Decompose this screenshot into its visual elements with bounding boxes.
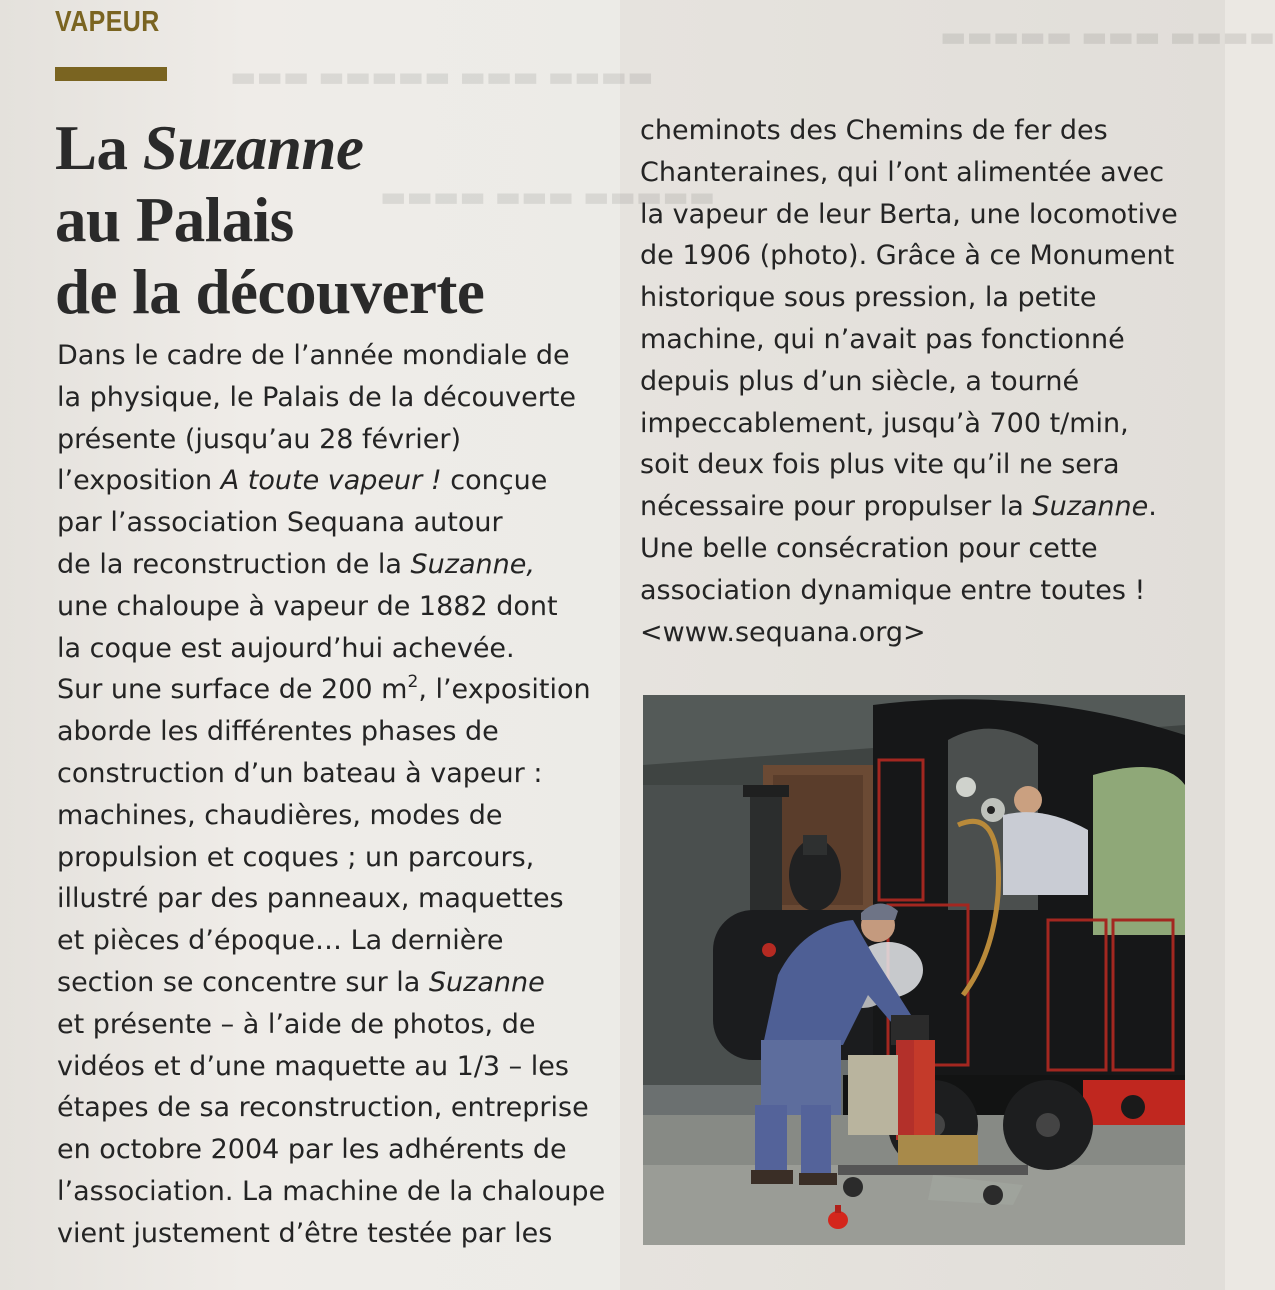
- text-line: soit deux fois plus vite qu’il ne sera: [640, 449, 1120, 481]
- text-line: aborde les différentes phases de: [57, 716, 499, 748]
- article-headline: [55, 112, 484, 328]
- text-line: cheminots des Chemins de fer des: [640, 115, 1108, 146]
- text-line: construction d’un bateau à vapeur :: [57, 757, 543, 789]
- text-line: vient justement d’être testée par les: [57, 1217, 553, 1249]
- text-line: et présente – à l’aide de photos, de: [57, 1008, 536, 1040]
- headline-line-2: au Palais: [55, 185, 294, 255]
- text-line: la physique, le Palais de la découverte: [57, 381, 577, 413]
- locomotive-photo: [643, 695, 1185, 1245]
- text-line: l’association. La machine de la chaloupe: [57, 1175, 606, 1207]
- article-body-left: [57, 335, 606, 1255]
- article-body-right: [640, 110, 1200, 653]
- text-line: illustré par des panneaux, maquettes: [57, 883, 564, 915]
- text-line: Chanteraines, qui l’ont alimentée avec: [640, 156, 1165, 188]
- text-line: et pièces d’époque… La dernière: [57, 925, 504, 957]
- text-line: une chaloupe à vapeur de 1882 dont: [57, 590, 558, 622]
- text-line: nécessaire pour propulser la Suzanne.: [640, 491, 1157, 523]
- text-line: l’exposition A toute vapeur ! conçue: [57, 465, 548, 497]
- text-line: la coque est aujourd’hui achevée.: [57, 632, 515, 664]
- text-line: machines, chaudières, modes de: [57, 799, 503, 831]
- text-line: Sur une surface de 200 $m^2$, l’exposition: [57, 672, 591, 706]
- section-label: VAPEUR: [55, 6, 160, 38]
- text-line: Une belle consécration pour cette: [640, 532, 1098, 564]
- text-line: de la reconstruction de la Suzanne,: [57, 548, 535, 580]
- text-line: depuis plus d’un siècle, a tourné: [640, 365, 1080, 397]
- text-line: de 1906 (photo). Grâce à ce Monument: [640, 240, 1175, 272]
- text-line: la vapeur de leur Berta, une locomotive: [640, 198, 1178, 230]
- text-line: en octobre 2004 par les adhérents de: [57, 1134, 567, 1166]
- text-line: propulsion et coques ; un parcours,: [57, 841, 535, 873]
- text-line: association dynamique entre toutes !: [640, 574, 1146, 606]
- website-url: <www.sequana.org>: [640, 616, 926, 648]
- text-line: étapes de sa reconstruction, entreprise: [57, 1092, 589, 1124]
- text-line: présente (jusqu’au 28 février): [57, 423, 461, 455]
- headline-line-3: de la découverte: [55, 257, 485, 327]
- section-rule: [55, 67, 167, 81]
- text-line: historique sous pression, la petite: [640, 282, 1097, 314]
- text-line: impeccablement, jusqu’à 700 t/min,: [640, 407, 1129, 439]
- headline-line-1: La Suzanne: [55, 113, 364, 183]
- text-line: section se concentre sur la Suzanne: [57, 966, 545, 998]
- text-line: par l’association Sequana autour: [57, 507, 503, 539]
- locomotive-photo-illustration: [643, 695, 1185, 1245]
- text-line: vidéos et d’une maquette au 1/3 – les: [57, 1050, 569, 1082]
- exhibition-title: A toute vapeur !: [220, 465, 442, 497]
- text-line: Dans le cadre de l’année mondiale de: [57, 340, 570, 371]
- text-line: machine, qui n’avait pas fonctionné: [640, 323, 1125, 355]
